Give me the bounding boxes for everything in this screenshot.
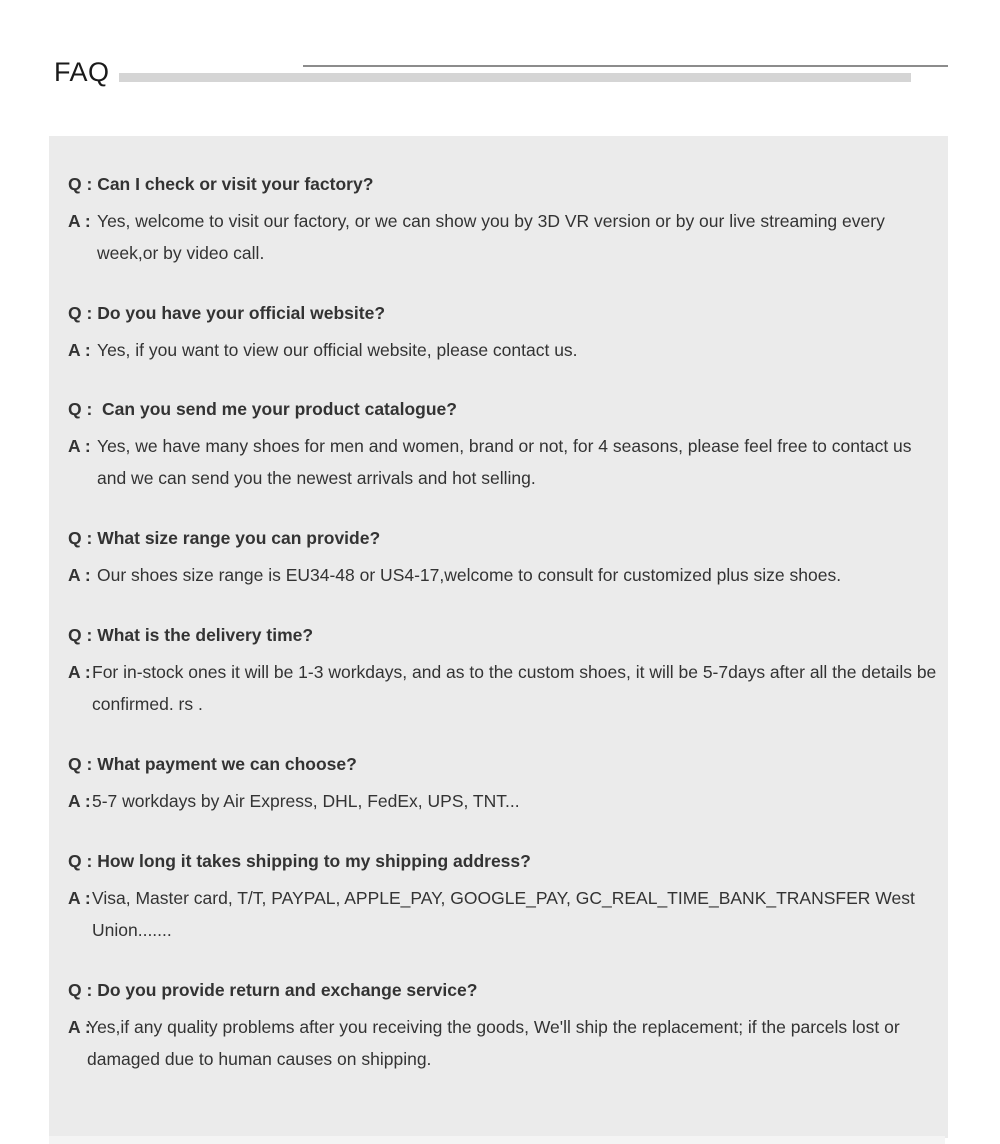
question-prefix: Q : [68,851,93,871]
faq-answer [68,430,938,494]
answer-text: Visa, Master card, T/T, PAYPAL, APPLE_PAY, GOOGLE_PAY, GC_REAL_TIME_BANK_TRANSFER West Union....... [92,888,915,940]
panel-bottom-strip [49,1136,945,1144]
faq-title: FAQ [54,57,110,87]
faq-answer [68,785,938,817]
question-prefix: Q : [68,754,93,774]
question-prefix: Q : [68,625,93,645]
faq-question [68,753,938,775]
answer-text: Our shoes size range is EU34-48 or US4-17,welcome to consult for customized plus size shoes. [97,565,842,585]
question-prefix: Q : [68,174,93,194]
faq-item [68,753,938,817]
question-text: Do you have your official website? [97,303,386,323]
faq-answer [68,334,938,366]
question-text: Do you provide return and exchange service? [97,980,478,1000]
answer-text: Yes, we have many shoes for men and women, brand or not, for 4 seasons, please feel free to contact us and we can send you the newest arrivals and hot selling. [97,436,912,488]
faq-item [68,398,938,494]
question-prefix: Q : [68,303,93,323]
faq-answer [68,205,938,269]
answer-text: Yes, welcome to visit our factory, or we can show you by 3D VR version or by our live streaming every week,or by video call. [97,211,885,263]
faq-item [68,850,938,946]
faq-question [68,850,938,872]
answer-prefix: A : [68,662,91,682]
faq-answer [68,882,938,946]
answer-text: Yes,if any quality problems after you receiving the goods, We'll ship the replacement; if the parcels lost or damaged due to human causes on shipping. [87,1017,900,1069]
faq-question [68,527,938,549]
faq-question [68,302,938,324]
header-divider-thick [119,73,911,82]
faq-item [68,527,938,591]
faq-answer [68,656,938,720]
question-prefix: Q : [68,399,93,419]
answer-prefix: A : [68,791,91,811]
faq-item [68,979,938,1075]
question-text: What is the delivery time? [97,625,314,645]
faq-question [68,624,938,646]
faq-item [68,302,938,366]
answer-text: For in-stock ones it will be 1-3 workdays, and as to the custom shoes, it will be 5-7days after all the details be confirmed. rs . [92,662,937,714]
faq-item [68,173,938,269]
faq-header [0,0,1000,130]
question-text: What payment we can choose? [97,754,357,774]
question-text: Can you send me your product catalogue? [102,399,457,419]
answer-text: Yes, if you want to view our official website, please contact us. [97,340,578,360]
faq-question [68,173,938,195]
question-text: Can I check or visit your factory? [97,174,374,194]
question-text: What size range you can provide? [97,528,381,548]
question-prefix: Q : [68,528,93,548]
header-divider-thin [303,65,948,67]
answer-prefix: A : [68,340,91,360]
answer-prefix: A : [68,1017,91,1037]
faq-question [68,979,938,1001]
faq-answer [68,1011,938,1075]
question-text: How long it takes shipping to my shipping address? [97,851,531,871]
answer-prefix: A : [68,888,91,908]
faq-question [68,398,938,420]
faq-answer [68,559,938,591]
answer-prefix: A : [68,211,91,231]
faq-item [68,624,938,720]
answer-text: 5-7 workdays by Air Express, DHL, FedEx, UPS, TNT... [92,791,520,811]
answer-prefix: A : [68,436,91,456]
question-prefix: Q : [68,980,93,1000]
answer-prefix: A : [68,565,91,585]
